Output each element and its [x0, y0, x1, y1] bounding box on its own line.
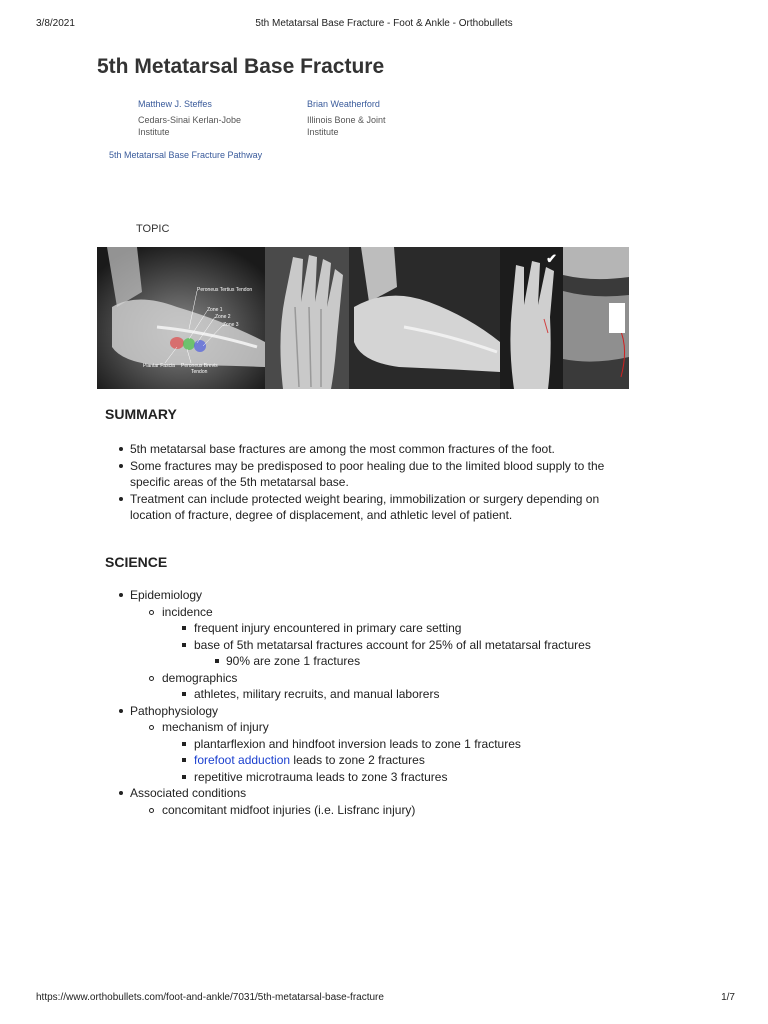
xray-lateral-foot[interactable] — [349, 247, 500, 389]
summary-heading: SUMMARY — [105, 406, 177, 422]
footer-url: https://www.orthobullets.com/foot-and-ankle/7031/5th-metatarsal-base-fracture — [36, 992, 384, 1003]
forefoot-adduction-link[interactable]: forefoot adduction — [194, 753, 291, 767]
list-item: plantarflexion and hindfoot inversion leads to zone 1 fractures — [130, 736, 650, 753]
diagram-label: Tendon — [191, 369, 208, 375]
list-item: incidence — [130, 604, 650, 621]
topic-label: TOPIC — [136, 223, 170, 235]
diagram-label: Plantar Fascia — [143, 363, 175, 369]
print-header — [0, 18, 768, 32]
summary-list — [130, 441, 610, 524]
list-item-text: leads to zone 2 fractures — [290, 753, 425, 767]
page-title: 5th Metatarsal Base Fracture — [97, 55, 385, 78]
author-institution: Illinois Bone & Joint — [307, 115, 386, 125]
author-institution: Institute — [138, 127, 170, 137]
list-item: Some fractures may be predisposed to poor healing due to the limited blood supply to the specific areas of the 5th metatarsal base. — [130, 458, 610, 491]
xray-ap-foot[interactable] — [265, 247, 349, 389]
print-title: 5th Metatarsal Base Fracture - Foot & Ankle - Orthobullets — [255, 18, 513, 29]
diagram-label: Zone 2 — [215, 314, 231, 320]
author-name-link[interactable]: Brian Weatherford — [307, 99, 380, 109]
science-heading: SCIENCE — [105, 554, 168, 570]
list-item — [130, 752, 650, 769]
list-item: mechanism of injury — [130, 719, 650, 736]
list-item: 90% are zone 1 fractures — [130, 653, 650, 670]
orthobullets-logo-icon: ✔ — [546, 251, 557, 266]
author-name-link[interactable]: Matthew J. Steffes — [138, 99, 212, 109]
list-item: concomitant midfoot injuries (i.e. Lisfranc injury) — [130, 802, 650, 819]
diagram-label: Peroneus Tertius Tendon — [197, 287, 253, 293]
diagram-label: Peroneus Brevis — [181, 363, 218, 369]
xray-lateral-diagram[interactable] — [97, 247, 265, 389]
diagram-label: Zone 1 — [207, 307, 223, 313]
author-institution: Institute — [307, 127, 339, 137]
list-item: frequent injury encountered in primary care setting — [130, 620, 650, 637]
science-list — [130, 587, 650, 818]
list-item: Associated conditions — [130, 785, 650, 802]
footer-page-number: 1/7 — [721, 992, 735, 1003]
author-card — [138, 98, 278, 138]
list-item: demographics — [130, 670, 650, 687]
list-item: 5th metatarsal base fractures are among the most common fractures of the foot. — [130, 441, 610, 458]
author-card — [307, 98, 427, 138]
pathway-link[interactable]: 5th Metatarsal Base Fracture Pathway — [109, 150, 263, 160]
print-date: 3/8/2021 — [36, 18, 75, 29]
xray-closeup[interactable] — [563, 247, 629, 389]
list-item: athletes, military recruits, and manual laborers — [130, 686, 650, 703]
author-institution: Cedars-Sinai Kerlan-Jobe — [138, 115, 242, 125]
list-item: repetitive microtrauma leads to zone 3 fractures — [130, 769, 650, 786]
diagram-label: Zone 3 — [223, 322, 239, 328]
xray-oblique-foot[interactable] — [500, 247, 563, 389]
list-item: Epidemiology — [130, 587, 650, 604]
image-marker — [609, 303, 625, 333]
list-item: Treatment can include protected weight bearing, immobilization or surgery depending on location of fracture, degree of displacement, and athletic level of patient. — [130, 491, 610, 524]
xray-image-strip — [97, 247, 629, 389]
list-item: Pathophysiology — [130, 703, 650, 720]
list-item: base of 5th metatarsal fractures account for 25% of all metatarsal fractures — [130, 637, 650, 654]
